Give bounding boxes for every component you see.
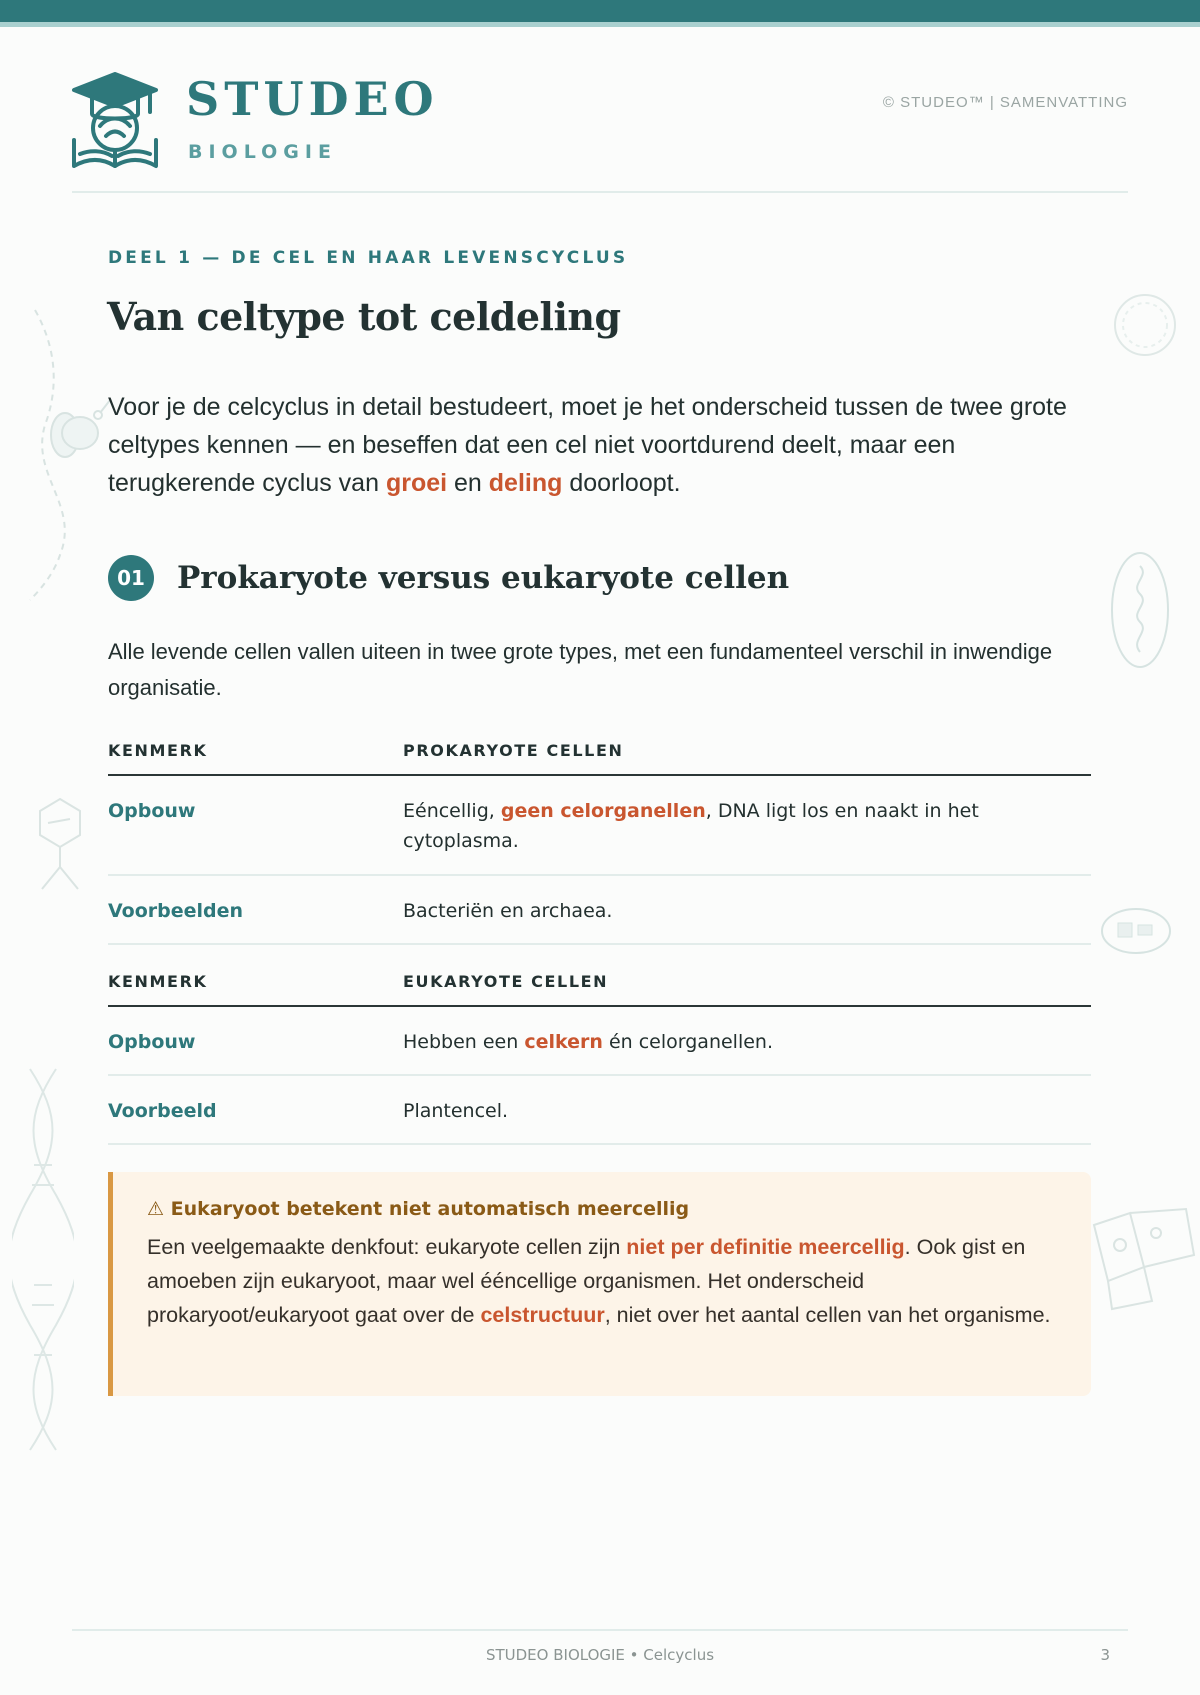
row-value: Bacteriën en archaea. <box>403 900 613 922</box>
intro-text-end: doorloopt. <box>562 469 681 497</box>
section-title: Prokaryote versus eukaryote cellen <box>177 560 790 596</box>
section-kicker: DEEL 1 — DE CEL EN HAAR LEVENSCYCLUS <box>108 248 629 268</box>
row-text-end: én celorganellen. <box>602 1031 774 1053</box>
circle-dot-icon <box>1110 290 1180 360</box>
dna-helix-icon <box>12 1065 74 1455</box>
highlight-deling: deling <box>488 469 563 497</box>
highlight-celstructuur: celstructuur <box>480 1303 605 1327</box>
intro-text: Voor je de celcyclus in detail bestudeert, moet je het onderscheid tussen de twee grote celtypes kennen — en beseffen dat een cel niet voortdurend deelt, maar een terugkerende cyclus van <box>108 393 1067 497</box>
cell-sketch-icon <box>20 305 110 605</box>
highlight-groei: groei <box>385 469 448 497</box>
mitochondrion-icon <box>1105 548 1175 673</box>
warning-callout <box>108 1172 1091 1396</box>
row-value <box>403 1027 1091 1057</box>
callout-text: Een veelgemaakte denkfout: eukaryote cellen zijn <box>147 1235 627 1259</box>
intro-text-mid: en <box>447 469 489 497</box>
eukaryote-table <box>108 953 1091 1145</box>
row-value: Plantencel. <box>403 1100 509 1122</box>
row-text-end: , DNA ligt los en naakt in het cytoplasma. <box>403 800 979 852</box>
callout-body <box>147 1230 1053 1332</box>
prokaryote-table <box>108 722 1091 945</box>
row-label: Voorbeeld <box>108 1100 217 1122</box>
header-meta: © STUDEO™ | SAMENVATTING <box>882 94 1128 111</box>
highlight-geen-celorganellen: geen celorganellen <box>500 800 706 822</box>
virus-icon <box>30 795 90 895</box>
page-title: Van celtype tot celdeling <box>107 294 621 339</box>
graduation-cap-book-icon <box>70 70 160 170</box>
table-header <box>108 953 1091 1007</box>
highlight-celkern: celkern <box>524 1031 603 1053</box>
header-kenmerk: KENMERK <box>108 972 208 991</box>
table-row <box>108 1076 1091 1145</box>
top-accent-line <box>0 22 1200 27</box>
header-eukaryote: EUKARYOTE CELLEN <box>403 972 609 991</box>
organelle-icon <box>1098 905 1174 957</box>
callout-title <box>147 1194 1053 1224</box>
row-label: Opbouw <box>108 800 196 822</box>
row-label: Opbouw <box>108 1031 196 1053</box>
row-text: Eéncellig, <box>403 800 501 822</box>
table-row <box>108 876 1091 945</box>
brand-subject: BIOLOGIE <box>188 141 337 163</box>
top-color-bar <box>0 0 1200 22</box>
callout-title-text: Eukaryoot betekent niet automatisch meercellig <box>170 1198 690 1220</box>
row-label: Voorbeelden <box>108 900 244 922</box>
callout-text-end: , niet over het aantal cellen van het organisme. <box>604 1303 1051 1327</box>
section-intro: Alle levende cellen vallen uiteen in twee grote types, met een fundamenteel verschil in inwendige organisatie. <box>108 639 1053 700</box>
brand-name: STUDEO <box>186 72 439 126</box>
footer-title: STUDEO BIOLOGIE • Celcyclus <box>485 1646 715 1664</box>
section-number-badge: 01 <box>108 555 154 601</box>
header-kenmerk: KENMERK <box>108 741 208 760</box>
footer-divider <box>72 1629 1128 1631</box>
row-text: Hebben een <box>403 1031 525 1053</box>
warning-icon: ⚠ <box>147 1198 165 1220</box>
plant-cell-icon <box>1090 1205 1200 1315</box>
table-row <box>108 1007 1091 1076</box>
highlight-niet-per-definitie-meercellig: niet per definitie meercellig <box>626 1235 905 1259</box>
header-divider <box>72 191 1128 193</box>
table-row <box>108 776 1091 876</box>
table-header <box>108 722 1091 776</box>
page-number: 3 <box>1100 1646 1110 1664</box>
intro-paragraph <box>108 388 1098 502</box>
callout-text-mid: . Ook gist en amoeben zijn eukaryoot, maar wel ééncellige organismen. Het onderscheid prokaryoot/eukaryoot gaat over de <box>147 1235 1026 1327</box>
row-value <box>403 796 1091 856</box>
header-prokaryote: PROKARYOTE CELLEN <box>403 741 624 760</box>
